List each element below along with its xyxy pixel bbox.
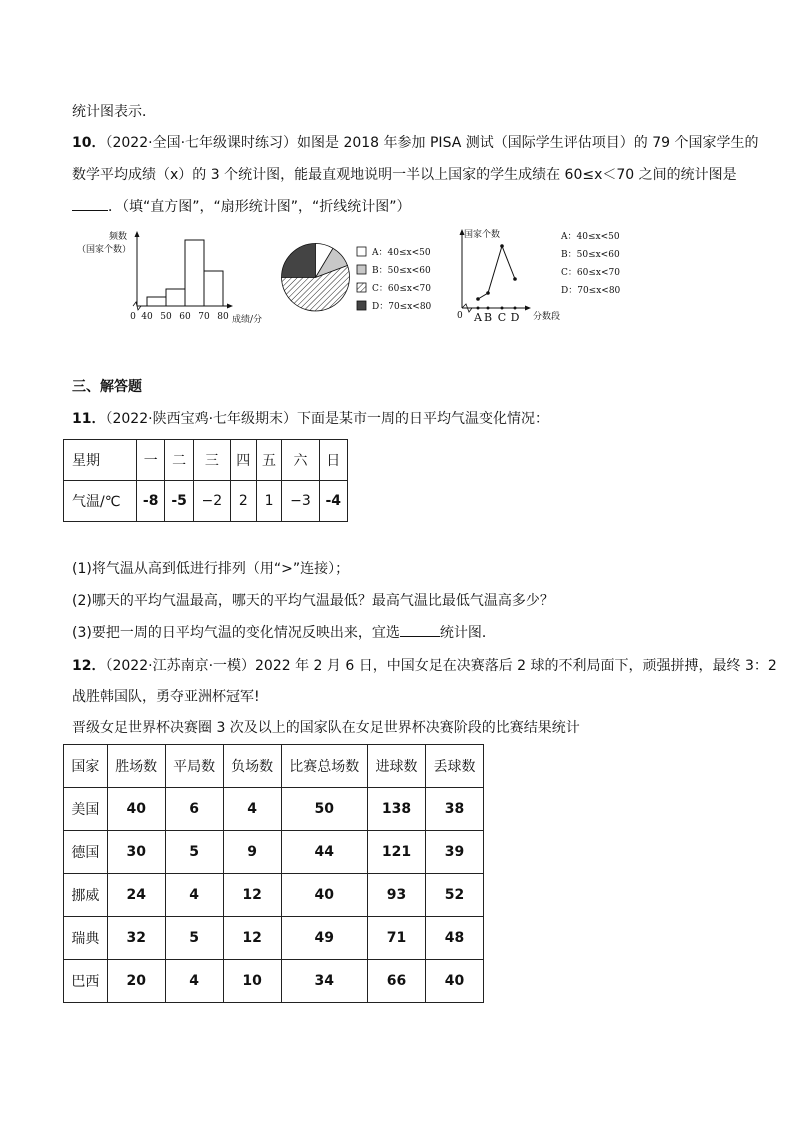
pie-chart bbox=[278, 240, 353, 315]
histogram-chart bbox=[70, 228, 280, 328]
table-cell: -4 bbox=[319, 481, 347, 522]
table-cell: -5 bbox=[165, 481, 193, 522]
q11-sub3 bbox=[72, 624, 496, 642]
table-cell: 48 bbox=[425, 917, 483, 960]
table-cell: 2 bbox=[230, 481, 256, 522]
pie-slice-d bbox=[282, 244, 316, 278]
q11-sub1: (1)将气温从高到低进行排列（用“>”连接）； bbox=[72, 561, 350, 577]
table-row bbox=[64, 481, 348, 522]
hist-ylabel-1: 频数 bbox=[108, 232, 128, 242]
table-header-cell: 四 bbox=[230, 440, 256, 481]
q10-text1: 如图是 2018 年参加 PISA 测试（国际学生评估项目）的 79 个国家学生的 bbox=[297, 135, 759, 151]
line-origin: 0 bbox=[457, 311, 463, 321]
intro-tail: 统计图表示． bbox=[72, 104, 156, 120]
table-cell: 138 bbox=[368, 788, 426, 831]
line-tick-c bbox=[501, 307, 504, 310]
table-row bbox=[64, 440, 348, 481]
table-row bbox=[64, 831, 484, 874]
legend-label-c: C：60≤x<70 bbox=[372, 284, 431, 294]
q12-line1 bbox=[72, 657, 777, 675]
section-heading: 三、解答题 bbox=[72, 379, 142, 395]
line-ylabel: 国家个数 bbox=[464, 230, 501, 240]
line-point-d bbox=[513, 277, 517, 281]
hist-bar-c bbox=[185, 240, 204, 306]
table-cell: 挪威 bbox=[64, 874, 108, 917]
hist-tick-50: 50 bbox=[160, 312, 172, 322]
hist-x-arrow bbox=[227, 304, 233, 309]
table-cell: 50 bbox=[281, 788, 367, 831]
table-row bbox=[64, 960, 484, 1003]
hist-tick-80: 80 bbox=[217, 312, 229, 322]
hist-bar-d bbox=[204, 271, 223, 306]
table-cell: 12 bbox=[223, 917, 281, 960]
q11-number: 11． bbox=[72, 411, 106, 427]
hist-bar-a bbox=[147, 297, 166, 306]
table-cell: 1 bbox=[256, 481, 282, 522]
table-cell: 40 bbox=[425, 960, 483, 1003]
q10-line3-text: ．（填“直方图”，“扇形统计图”，“折线统计图”） bbox=[108, 199, 411, 215]
line-xlabel: 分数段 bbox=[533, 312, 561, 322]
table-row-label: 气温/℃ bbox=[64, 481, 137, 522]
table-cell: 71 bbox=[368, 917, 426, 960]
table-cell: 4 bbox=[223, 788, 281, 831]
q11-answer-blank[interactable] bbox=[400, 624, 440, 637]
table-header-cell: 日 bbox=[319, 440, 347, 481]
table-cell: 30 bbox=[107, 831, 165, 874]
pie-legend bbox=[356, 245, 446, 315]
table-header-cell: 一 bbox=[137, 440, 165, 481]
legend-label-b: B：50≤x<60 bbox=[372, 266, 431, 276]
table-cell: 20 bbox=[107, 960, 165, 1003]
table-cell: 44 bbox=[281, 831, 367, 874]
line-legend bbox=[560, 229, 640, 299]
table-header-cell: 丢球数 bbox=[425, 745, 483, 788]
table-cell: 6 bbox=[165, 788, 223, 831]
q12-number: 12． bbox=[72, 658, 106, 674]
line-cat-a: A bbox=[474, 311, 482, 324]
table-header-cell: 比赛总场数 bbox=[281, 745, 367, 788]
legend-swatch-c bbox=[357, 283, 366, 292]
line-point-a bbox=[476, 297, 480, 301]
legend-swatch-b bbox=[357, 265, 366, 274]
table-cell: 5 bbox=[165, 831, 223, 874]
table-cell: 12 bbox=[223, 874, 281, 917]
table-cell: 93 bbox=[368, 874, 426, 917]
q10-line3 bbox=[72, 198, 411, 216]
table-cell: 4 bbox=[165, 874, 223, 917]
table-cell: 9 bbox=[223, 831, 281, 874]
legend-label-d: D：70≤x<80 bbox=[372, 302, 432, 312]
table-cell: 5 bbox=[165, 917, 223, 960]
line-tick-a bbox=[477, 307, 480, 310]
table-cell: 38 bbox=[425, 788, 483, 831]
legend2-label-c: C：60≤x<70 bbox=[561, 268, 620, 278]
table-header-cell: 进球数 bbox=[368, 745, 426, 788]
table-cell: 34 bbox=[281, 960, 367, 1003]
table-row bbox=[64, 874, 484, 917]
line-tick-b bbox=[487, 307, 490, 310]
table-cell: −3 bbox=[282, 481, 319, 522]
table-cell: 德国 bbox=[64, 831, 108, 874]
q11-sub2: (2)哪天的平均气温最高，哪天的平均气温最低？最高气温比最低气温高多少？ bbox=[72, 593, 554, 609]
legend2-label-d: D：70≤x<80 bbox=[561, 286, 621, 296]
q11-sub3-text-b: 统计图． bbox=[439, 625, 496, 641]
line-tick-d bbox=[514, 307, 517, 310]
hist-origin: 0 bbox=[130, 312, 136, 322]
hist-tick-40: 40 bbox=[141, 312, 153, 322]
table-cell: 39 bbox=[425, 831, 483, 874]
legend2-label-a: A：40≤x<50 bbox=[561, 232, 620, 242]
hist-tick-60: 60 bbox=[179, 312, 191, 322]
q12-source: （2022·江苏南京·一模） bbox=[105, 658, 256, 674]
table-header-cell: 负场数 bbox=[223, 745, 281, 788]
q12-line2: 战胜韩国队，勇夺亚洲杯冠军! bbox=[72, 689, 260, 705]
q11-text: 下面是某市一周的日平均气温变化情况： bbox=[297, 411, 550, 427]
table-cell: 瑞典 bbox=[64, 917, 108, 960]
legend-swatch-a bbox=[357, 247, 366, 256]
table-header-cell: 平局数 bbox=[165, 745, 223, 788]
hist-tick-70: 70 bbox=[198, 312, 210, 322]
line-cat-b: B bbox=[483, 311, 493, 324]
table-cell: 49 bbox=[281, 917, 367, 960]
temperature-table bbox=[63, 439, 348, 522]
table-cell: 10 bbox=[223, 960, 281, 1003]
hist-bar-b bbox=[166, 289, 185, 306]
table-row bbox=[64, 745, 484, 788]
q12-table-title: 晋级女足世界杯决赛圈 3 次及以上的国家队在女足世界杯决赛阶段的比赛结果统计 bbox=[72, 720, 580, 736]
line-point-c bbox=[500, 244, 504, 248]
table-header-cell: 二 bbox=[165, 440, 193, 481]
worldcup-table bbox=[63, 744, 484, 1003]
q11-sub3-text-a: (3)要把一周的日平均气温的变化情况反映出来，宜选 bbox=[72, 625, 400, 641]
legend2-label-b: B：50≤x<60 bbox=[561, 250, 620, 260]
q12-text1: 2022 年 2 月 6 日，中国女足在决赛落后 2 球的不利局面下，顽强拼搏，最终 3：2 bbox=[255, 658, 777, 674]
table-header-cell: 星期 bbox=[64, 440, 137, 481]
table-cell: 52 bbox=[425, 874, 483, 917]
line-cat-d: D bbox=[510, 311, 520, 324]
table-cell: 美国 bbox=[64, 788, 108, 831]
table-cell: 66 bbox=[368, 960, 426, 1003]
table-cell: 40 bbox=[281, 874, 367, 917]
table-header-cell: 国家 bbox=[64, 745, 108, 788]
hist-ylabel-2: （国家个数） bbox=[76, 245, 132, 255]
table-row bbox=[64, 788, 484, 831]
hist-xlabel: 成绩/分 bbox=[232, 315, 263, 325]
legend-label-a: A：40≤x<50 bbox=[372, 248, 431, 258]
table-header-cell: 五 bbox=[256, 440, 282, 481]
table-header-cell: 胜场数 bbox=[107, 745, 165, 788]
table-cell: 40 bbox=[107, 788, 165, 831]
table-cell: −2 bbox=[193, 481, 230, 522]
q10-line2: 数学平均成绩（x）的 3 个统计图，能最直观地说明一半以上国家的学生成绩在 60≤x＜70 之间的统计图是 bbox=[72, 167, 737, 183]
q11-source: （2022·陕西宝鸡·七年级期末） bbox=[105, 411, 298, 427]
table-cell: 121 bbox=[368, 831, 426, 874]
legend-swatch-d bbox=[357, 301, 366, 310]
table-row bbox=[64, 917, 484, 960]
q10-number: 10． bbox=[72, 135, 106, 151]
q11-line1 bbox=[72, 410, 549, 428]
line-x-arrow bbox=[525, 306, 531, 311]
table-cell: 24 bbox=[107, 874, 165, 917]
table-cell: 32 bbox=[107, 917, 165, 960]
line-cat-c: C bbox=[497, 311, 507, 324]
line-point-b bbox=[486, 291, 490, 295]
hist-y-arrow bbox=[135, 231, 140, 237]
q10-source: （2022·全国·七年级课时练习） bbox=[105, 135, 298, 151]
line-series bbox=[478, 246, 515, 299]
line-chart bbox=[455, 226, 575, 326]
q10-line1 bbox=[72, 134, 758, 152]
table-cell: 巴西 bbox=[64, 960, 108, 1003]
table-header-cell: 六 bbox=[282, 440, 319, 481]
table-header-cell: 三 bbox=[193, 440, 230, 481]
table-cell: -8 bbox=[137, 481, 165, 522]
table-cell: 4 bbox=[165, 960, 223, 1003]
q10-answer-blank[interactable] bbox=[72, 198, 108, 211]
